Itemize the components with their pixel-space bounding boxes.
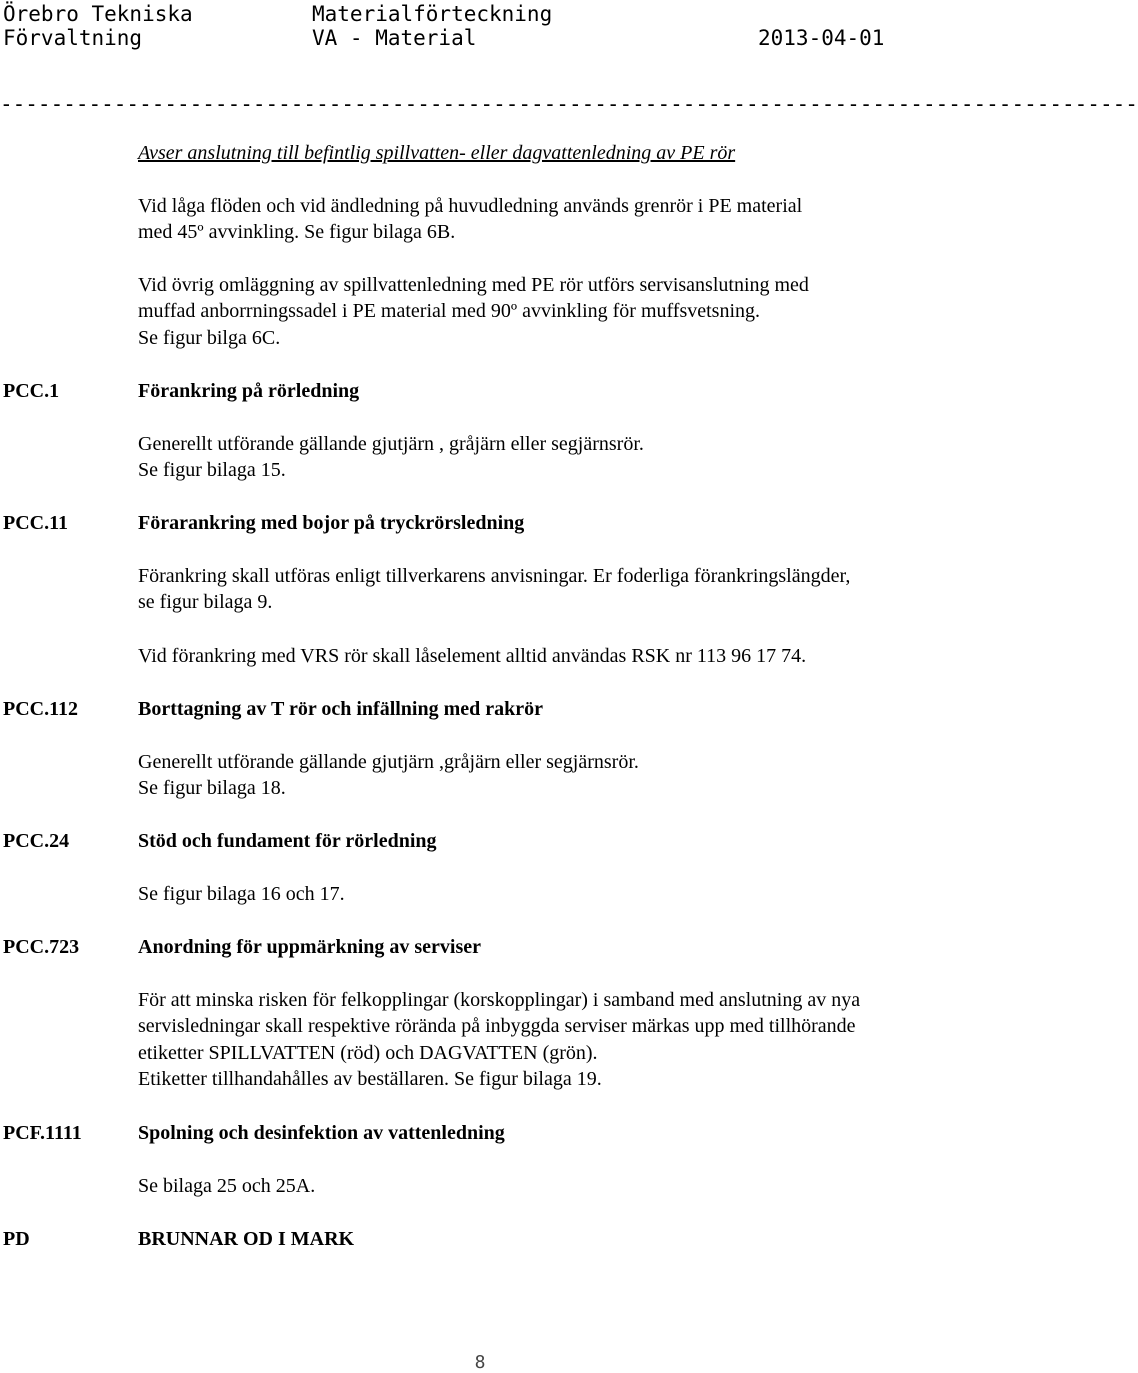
section-code: PCC.11 (3, 512, 68, 534)
section-code: PD (3, 1228, 30, 1250)
section-title: Anordning för uppmärkning av serviser (138, 936, 482, 958)
section-title: Förankring på rörledning (138, 380, 360, 402)
section-text: Vid förankring med VRS rör skall låselement alltid användas RSK nr 113 96 17 74. (138, 645, 807, 667)
page-number: 8 (474, 1352, 486, 1373)
section-text: se figur bilaga 9. (138, 591, 273, 613)
intro-paragraph2-line1: Vid övrig omläggning av spillvattenledning med PE rör utförs servisanslutning med (138, 274, 809, 296)
section-code: PCC.112 (3, 698, 78, 720)
intro-paragraph1-line1: Vid låga flöden och vid ändledning på huvudledning används grenrör i PE material (138, 195, 803, 217)
intro-paragraph2-line2: muffad anborrningssadel i PE material med 90º avvinkling för muffsvetsning. (138, 300, 761, 322)
section-text: Se figur bilaga 15. (138, 459, 286, 481)
section-title: Borttagning av T rör och infällning med rakrör (138, 698, 544, 720)
document-subtitle: VA - Material (312, 26, 477, 50)
section-title: Stöd och fundament för rörledning (138, 830, 437, 852)
section-text: Generellt utförande gällande gjutjärn , gråjärn eller segjärnsrör. (138, 433, 644, 455)
document-title: Materialförteckning (312, 2, 553, 26)
header-separator: ------------------------------------------------------------------------------------------ (0, 92, 1138, 116)
section-title: Förarankring med bojor på tryckrörsledning (138, 512, 525, 534)
section-text: Generellt utförande gällande gjutjärn ,gråjärn eller segjärnsrör. (138, 751, 639, 773)
document-date: 2013-04-01 (758, 26, 885, 50)
section-code: PCF.1111 (3, 1122, 82, 1144)
section-text: Se bilaga 25 och 25A. (138, 1175, 316, 1197)
section-code: PCC.1 (3, 380, 60, 402)
section-text: Se figur bilaga 16 och 17. (138, 883, 345, 905)
org-name-line1: Örebro Tekniska (3, 2, 193, 26)
section-text: etiketter SPILLVATTEN (röd) och DAGVATTEN (grön). (138, 1042, 598, 1064)
section-title: Spolning och desinfektion av vattenledning (138, 1122, 505, 1144)
section-code: PCC.24 (3, 830, 70, 852)
section-text: Etiketter tillhandahålles av beställaren. Se figur bilaga 19. (138, 1068, 602, 1090)
section-text: För att minska risken för felkopplingar (korskopplingar) i samband med anslutning av nya (138, 989, 861, 1011)
intro-paragraph2-line3: Se figur bilga 6C. (138, 327, 281, 349)
section-code: PCC.723 (3, 936, 80, 958)
section-title: BRUNNAR OD I MARK (138, 1228, 355, 1250)
section-text: Se figur bilaga 18. (138, 777, 286, 799)
intro-heading: Avser anslutning till befintlig spillvatten- eller dagvattenledning av PE rör (138, 142, 736, 164)
org-name-line2: Förvaltning (3, 26, 143, 50)
intro-paragraph1-line2: med 45º avvinkling. Se figur bilaga 6B. (138, 221, 456, 243)
section-text: servisledningar skall respektive rörända på inbyggda serviser märkas upp med tillhörande (138, 1015, 856, 1037)
section-text: Förankring skall utföras enligt tillverkarens anvisningar. Er foderliga förankringslängder, (138, 565, 851, 587)
